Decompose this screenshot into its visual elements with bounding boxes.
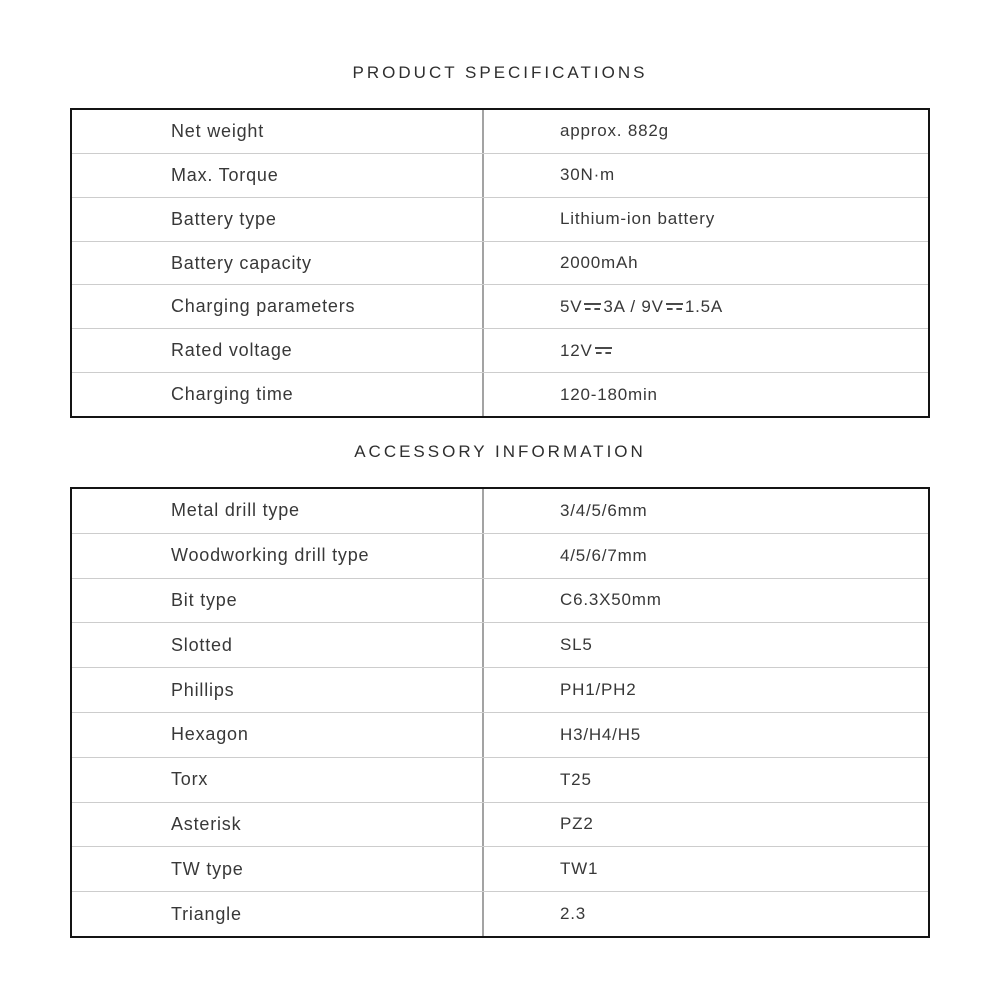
accessory-label: Slotted	[171, 634, 233, 655]
spec-label: Charging time	[171, 384, 294, 405]
spec-label: Charging parameters	[171, 296, 356, 317]
accessory-value: 2.3	[482, 892, 928, 936]
accessory-value: 4/5/6/7mm	[482, 534, 928, 578]
spec-value: 2000mAh	[482, 242, 928, 285]
table-row	[72, 372, 928, 416]
accessory-label: TW type	[171, 858, 244, 879]
spec-value: approx. 882g	[482, 110, 928, 153]
spec-value: 30N·m	[482, 154, 928, 197]
accessory-label: Hexagon	[171, 724, 249, 745]
table-row	[72, 328, 928, 372]
accessory-label: Torx	[171, 769, 209, 790]
accessory-value: C6.3X50mm	[482, 579, 928, 623]
dc-symbol	[595, 344, 612, 357]
spec-value: 5V 3A / 9V 1.5A	[482, 285, 928, 328]
spec-value: Lithium-ion battery	[482, 198, 928, 241]
table-row	[72, 197, 928, 241]
table-row	[72, 757, 928, 802]
accessory-value: T25	[482, 758, 928, 802]
product-specifications-table	[70, 108, 930, 418]
table-row	[72, 153, 928, 197]
accessory-value: H3/H4/H5	[482, 713, 928, 757]
spec-label: Net weight	[171, 120, 265, 141]
spec-label: Rated voltage	[171, 340, 293, 361]
accessory-label: Triangle	[171, 903, 242, 924]
spec-value: 12V	[482, 329, 928, 372]
accessory-value: TW1	[482, 847, 928, 891]
spec-value: 120-180min	[482, 373, 928, 416]
table-row	[72, 846, 928, 891]
spec-label: Battery capacity	[171, 252, 312, 273]
table-row	[72, 110, 928, 153]
accessory-label: Woodworking drill type	[171, 545, 370, 566]
table-row	[72, 578, 928, 623]
table-row	[72, 241, 928, 285]
product-specifications-title: PRODUCT SPECIFICATIONS	[352, 63, 648, 82]
accessory-value: PH1/PH2	[482, 668, 928, 712]
table-row	[72, 284, 928, 328]
accessory-value: 3/4/5/6mm	[482, 489, 928, 533]
accessory-value: PZ2	[482, 803, 928, 847]
table-row	[72, 533, 928, 578]
accessory-label: Asterisk	[171, 813, 242, 834]
table-row	[72, 489, 928, 533]
table-row	[72, 667, 928, 712]
spec-label: Battery type	[171, 208, 277, 229]
accessory-label: Bit type	[171, 589, 238, 610]
accessory-information-table	[70, 487, 930, 938]
table-row	[72, 891, 928, 936]
table-row	[72, 622, 928, 667]
accessory-label: Phillips	[171, 679, 235, 700]
table-row	[72, 802, 928, 847]
spec-label: Max. Torque	[171, 164, 279, 185]
table-row	[72, 712, 928, 757]
accessory-label: Metal drill type	[171, 500, 300, 521]
accessory-information-title: ACCESSORY INFORMATION	[354, 442, 646, 461]
dc-symbol	[584, 300, 601, 313]
dc-symbol	[666, 300, 683, 313]
accessory-value: SL5	[482, 623, 928, 667]
